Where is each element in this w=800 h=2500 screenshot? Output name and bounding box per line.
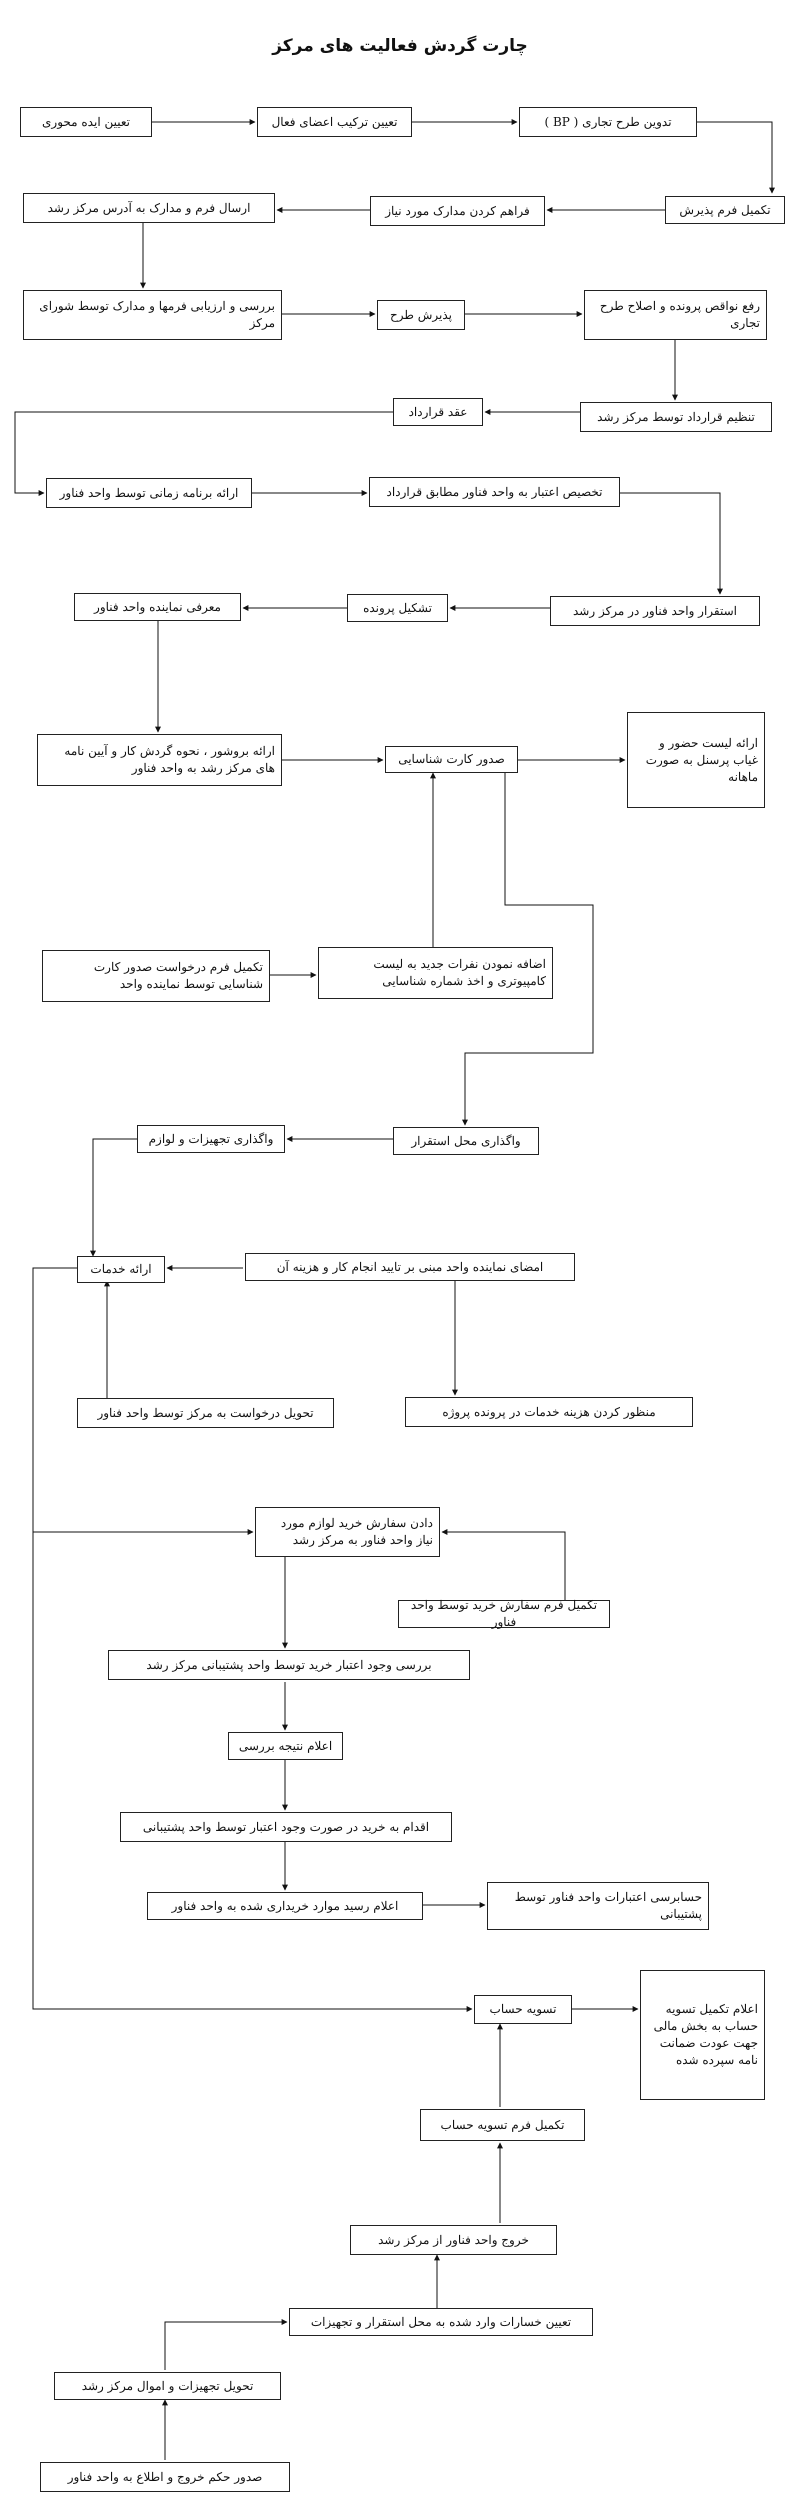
node-n23: واگذاری تجهیزات و لوازم <box>137 1125 285 1153</box>
node-n40: تحویل تجهیزات و اموال مرکز رشد <box>54 2372 281 2400</box>
node-n30: بررسی وجود اعتبار خرید توسط واحد پشتیبانی مرکز رشد <box>108 1650 470 1680</box>
arrow-n3-n4 <box>697 122 772 193</box>
node-n39: تعیین خسارات وارد شده به محل استقرار و تجهیزات <box>289 2308 593 2336</box>
node-n6: ارسال فرم و مدارک به آدرس مرکز رشد <box>23 193 275 223</box>
node-n24: ارائه خدمات <box>77 1256 165 1283</box>
arrow-n29-n28 <box>442 1532 565 1600</box>
node-n5: فراهم کردن مدارک مورد نیاز <box>370 196 545 226</box>
node-n36: اعلام تکمیل تسویه حساب به بخش مالی جهت عودت ضمانت نامه سپرده شده <box>640 1970 765 2100</box>
node-n1: تعیین ایده محوری <box>20 107 152 137</box>
node-n34: حسابرسی اعتبارات واحد فناور توسط پشتیبانی <box>487 1882 709 1930</box>
node-n2: تعیین ترکیب اعضای فعال <box>257 107 412 137</box>
node-n11: عقد قرارداد <box>393 398 483 426</box>
node-n22: واگذاری محل استقرار <box>393 1127 539 1155</box>
node-n27: منظور کردن هزینه خدمات در پرونده پروژه <box>405 1397 693 1427</box>
node-n21: اضافه نمودن نفرات جدید به لیست کامپیوتری و اخذ شماره شناسایی <box>318 947 553 999</box>
node-n37: تکمیل فرم تسویه حساب <box>420 2109 585 2141</box>
node-n26: تحویل درخواست به مرکز توسط واحد فناور <box>77 1398 334 1428</box>
node-n31: اعلام نتیجه بررسی <box>228 1732 343 1760</box>
node-n3: تدوین طرح تجاری ( BP ) <box>519 107 697 137</box>
node-n20: تکمیل فرم درخواست صدور کارت شناسایی توسط نماینده واحد <box>42 950 270 1002</box>
node-n13: تخصیص اعتبار به واحد فناور مطابق قرارداد <box>369 477 620 507</box>
node-n32: اقدام به خرید در صورت وجود اعتبار توسط واحد پشتیبانی <box>120 1812 452 1842</box>
node-n29: تکمیل فرم سفارش خرید توسط واحد فناور <box>398 1600 610 1628</box>
chart-title: چارت گردش فعالیت های مرکز <box>272 36 528 56</box>
node-n41: صدور حکم خروج و اطلاع به واحد فناور <box>40 2462 290 2492</box>
node-n17: ارائه بروشور ، نحوه گردش کار و آیین نامه های مرکز رشد به واحد فناور <box>37 734 282 786</box>
node-n25: امضای نماینده واحد مبنی بر تایید انجام کار و هزینه آن <box>245 1253 575 1281</box>
node-n4: تکمیل فرم پذیرش <box>665 196 785 224</box>
node-n16: معرفی نماینده واحد فناور <box>74 593 241 621</box>
node-n19: ارائه لیست حضور و غیاب پرسنل به صورت ماهانه <box>627 712 765 808</box>
node-n15: تشکیل پرونده <box>347 594 448 622</box>
node-n35: تسویه حساب <box>474 1995 572 2024</box>
node-n28: دادن سفارش خرید لوازم مورد نیاز واحد فناور به مرکز رشد <box>255 1507 440 1557</box>
node-n14: استقرار واحد فناور در مرکز رشد <box>550 596 760 626</box>
arrow-n23-n24 <box>93 1139 137 1256</box>
node-n10: تنظیم قرارداد توسط مرکز رشد <box>580 402 772 432</box>
node-n8: پذیرش طرح <box>377 300 465 330</box>
node-n7: بررسی و ارزیابی فرمها و مدارک توسط شورای مرکز <box>23 290 282 340</box>
node-n12: ارائه برنامه زمانی توسط واحد فناور <box>46 478 252 508</box>
node-n9: رفع نواقص پرونده و اصلاح طرح تجاری <box>584 290 767 340</box>
node-n33: اعلام رسید موارد خریداری شده به واحد فناور <box>147 1892 423 1920</box>
node-n38: خروج واحد فناور از مرکز رشد <box>350 2225 557 2255</box>
arrow-n40-n39 <box>165 2322 287 2370</box>
arrow-n13-n14 <box>620 493 720 594</box>
node-n18: صدور کارت شناسایی <box>385 746 518 773</box>
